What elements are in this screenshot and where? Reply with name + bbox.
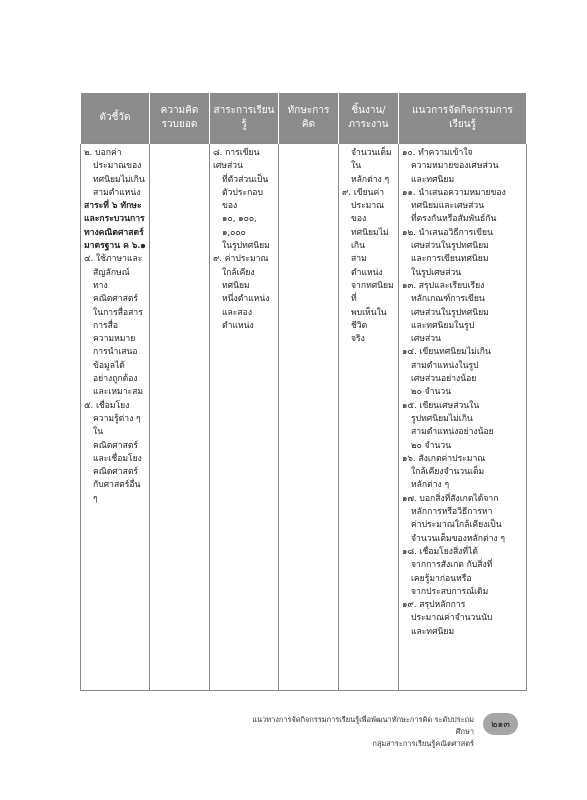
text-line: และเหมาะสม (93, 387, 144, 398)
text-line: หลักต่าง ๆ (351, 174, 390, 185)
text-line: การสื่อ (93, 320, 119, 331)
text-line: การนำเสนอ (93, 347, 138, 358)
text-line: ๙. เขียนค่า (342, 187, 385, 198)
text-line: และทศนิยม (411, 174, 455, 185)
cell-activity (399, 144, 527, 691)
text-line: ข้อมูลได้ (93, 360, 125, 371)
strand-heading: ทางคณิตศาสตร์ (84, 227, 144, 238)
text-line: และทศนิยม (411, 626, 455, 637)
text-line: ๑๘. เชื่อมโยงสิ่งที่ได้ (402, 546, 479, 557)
footer-subject: กลุ่มสาระการเรียนรู้คณิตศาสตร์ (372, 739, 474, 748)
text-line: ๒. บอกค่า (84, 148, 122, 158)
text-line: ประมาณของ (351, 201, 385, 225)
page-footer (238, 714, 474, 750)
text-line: หลักต่าง ๆ (411, 480, 450, 491)
header-concept: ความคิดรวบยอด (150, 93, 210, 144)
text-line: เศษส่วน (411, 334, 442, 345)
text-line: และการเขียนทศนิยม (411, 254, 489, 265)
text-line: ในการสื่อสาร (93, 307, 143, 318)
text-line: ในรูปทศนิยม (222, 241, 270, 252)
text-line: ๙. ค่าประมาณ (213, 254, 269, 265)
text-line: ๔. ใช้ภาษาและ (84, 254, 143, 265)
cell-content (210, 144, 279, 691)
text-line: และทศนิยมในรูป (411, 320, 475, 331)
text-line: ความหมาย (93, 334, 136, 345)
text-line: สัญลักษณ์ (93, 267, 130, 278)
curriculum-table (80, 93, 527, 691)
text-line: ๑๒. นำเสนอวิธีการเขียน (402, 227, 493, 238)
strand-heading: และกระบวนการ (84, 214, 145, 225)
text-line: ใกล้เคียงจำนวนเต็ม (411, 467, 485, 478)
text-line: ความหมายของเศษส่วน (411, 161, 499, 172)
text-line: และเชื่อมโยง (93, 453, 142, 464)
text-line: ๑๓. สรุปและเรียบเรียง (402, 280, 485, 291)
text-line: รูปทศนิยมไม่เกิน (411, 413, 473, 424)
text-line: สามตำแหน่งในรูป (411, 360, 479, 371)
text-line: เศษส่วนอย่างน้อย (411, 374, 477, 385)
text-line: หลักเกณฑ์การเขียน (411, 294, 485, 305)
text-line: จากประสบการณ์เดิม (411, 586, 489, 597)
standard-heading: มาตรฐาน ค ๖.๑ (84, 241, 146, 252)
text-line: ทศนิยมไม่เกิน (351, 227, 389, 252)
header-task: ชิ้นงาน/ภาระงาน (339, 93, 399, 144)
text-line: คณิตศาสตร์ (93, 467, 139, 478)
text-line: สามตำแหน่ง (93, 187, 141, 198)
text-line: ๑๐. ทำความเข้าใจ (402, 148, 473, 158)
text-line: ๒๐ จำนวน (411, 440, 452, 451)
text-line: จำนวนเต็มของหลักต่าง ๆ (411, 533, 505, 544)
header-thinking-skill: ทักษะการคิด (279, 93, 339, 144)
text-line: ๕. เชื่อมโยง (84, 400, 130, 411)
table-header-row (81, 93, 527, 144)
header-activity: แนวการจัดกิจกรรมการเรียนรู้ (399, 93, 527, 144)
text-line: ทศนิยมและเศษส่วน (411, 201, 485, 212)
text-line: ที่ตรงกันหรือสัมพันธ์กัน (411, 214, 497, 225)
text-line: อย่างถูกต้อง (93, 374, 138, 385)
text-line: พบเห็นในชีวิต (351, 307, 387, 331)
text-line: ๑๗. บอกสิ่งที่สังเกตได้จาก (402, 493, 499, 504)
cell-concept (150, 144, 210, 691)
text-line: ๑๙. สรุปหลักการ (402, 600, 466, 611)
text-line: ความรู้ต่าง ๆ (93, 413, 141, 424)
header-indicator: ตัวชี้วัด (81, 93, 150, 144)
cell-thinking-skill (279, 144, 339, 691)
text-line: ๑๕. เขียนเศษส่วนใน (402, 400, 480, 411)
text-line: ในคณิตศาสตร์ (93, 427, 139, 451)
cell-indicator (81, 144, 150, 691)
text-line: ๘. การเขียนเศษส่วน (213, 148, 260, 172)
text-line: กับศาสตร์อื่น ๆ (93, 480, 141, 504)
text-line: ๑๑. นำเสนอความหมายของ (402, 187, 506, 198)
text-line: ที่ตัวส่วนเป็น (222, 174, 269, 185)
text-line: ๒๐ จำนวน (411, 387, 452, 398)
text-line: เคยรู้มาก่อนหรือ (411, 573, 472, 584)
text-line: และสองตำแหน่ง (222, 307, 254, 331)
footer-book-title: แนวทางการจัดกิจกรรมการเรียนรู้เพื่อพัฒนาทักษะการคิด ระดับประถมศึกษา (252, 715, 474, 736)
strand-heading: สาระที่ ๖ ทักษะ (84, 201, 142, 212)
text-line: ในรูปเศษส่วน (411, 267, 462, 278)
text-line: จากทศนิยมที่ (351, 280, 394, 305)
table-row (81, 144, 527, 691)
cell-task (339, 144, 399, 691)
text-line: ๑๐, ๑๐๐, ๑,๐๐๐ (222, 214, 257, 238)
header-content: สาระการเรียนรู้ (210, 93, 279, 144)
page-number-badge (483, 713, 518, 735)
text-line: จากการสังเกต กับสิ่งที่ (411, 560, 493, 571)
text-line: ทศนิยมไม่เกิน (93, 174, 145, 185)
text-line: ๑๔. เขียนทศนิยมไม่เกิน (402, 347, 491, 358)
text-line: ค่าประมาณใกล้เคียงเป็น (411, 520, 502, 531)
text-line: ใกล้เคียงทศนิยม (222, 267, 255, 291)
text-line: หลักการหรือวิธีการหา (411, 507, 493, 518)
text-line: ประมาณของ (93, 161, 142, 172)
text-line: ประมาณค่าจำนวนนับ (411, 613, 493, 624)
text-line: เศษส่วนในรูปทศนิยม (411, 241, 489, 252)
text-line: สามตำแหน่ง (351, 254, 383, 278)
text-line: ทางคณิตศาสตร์ (93, 280, 139, 305)
text-line: จำนวนเต็มใน (351, 148, 392, 172)
text-line: สามตำแหน่งอย่างน้อย (411, 427, 494, 438)
text-line: จริง (351, 334, 365, 345)
page-number: ๒๑๓ (491, 718, 510, 730)
text-line: เศษส่วนในรูปทศนิยม (411, 307, 489, 318)
text-line: หนึ่งตำแหน่ง (222, 294, 270, 305)
text-line: ๑๖. สังเกตค่าประมาณ (402, 453, 486, 464)
text-line: ตัวประกอบของ (222, 187, 263, 212)
